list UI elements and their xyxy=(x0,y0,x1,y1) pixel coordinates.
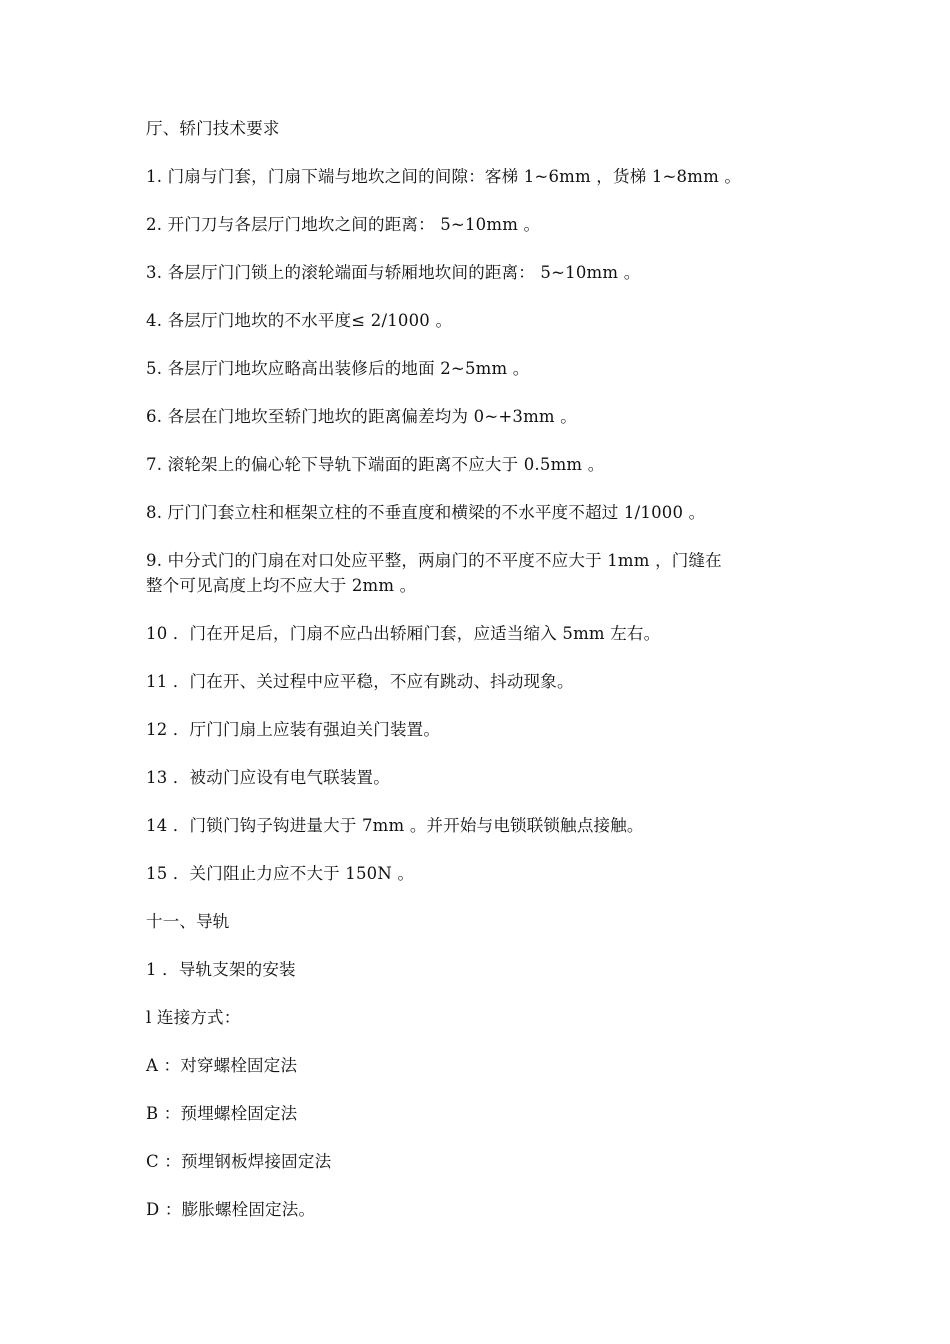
list-item-7: 7. 滚轮架上的偏心轮下导轨下端面的距离不应大于 0.5mm 。 xyxy=(146,455,605,474)
list-item-9-continued: 整个可见高度上均不应大于 2mm 。 xyxy=(146,576,417,595)
method-d: D ：膨胀螺栓固定法。 xyxy=(146,1200,316,1219)
subheading-bracket-installation: 1 ．导轨支架的安装 xyxy=(146,960,296,979)
list-item-3: 3. 各层厅门门锁上的滚轮端面与轿厢地坎间的距离： 5~10mm 。 xyxy=(146,263,641,282)
list-item-1: 1. 门扇与门套，门扇下端与地坎之间的间隙：客梯 1~6mm ，货梯 1~8mm 。 xyxy=(146,167,742,186)
list-item-8: 8. 厅门门套立柱和框架立柱的不垂直度和横梁的不水平度不超过 1/1000 。 xyxy=(146,503,706,522)
method-b: B ：预埋螺栓固定法 xyxy=(146,1104,298,1123)
list-item-13: 13 ．被动门应设有电气联装置。 xyxy=(146,768,390,787)
list-item-9: 9. 中分式门的门扇在对口处应平整，两扇门的不平度不应大于 1mm ，门缝在 xyxy=(146,551,722,570)
list-item-4: 4. 各层厅门地坎的不水平度≤ 2/1000 。 xyxy=(146,311,453,330)
method-c: C ：预埋钢板焊接固定法 xyxy=(146,1152,332,1171)
list-item-2: 2. 开门刀与各层厅门地坎之间的距离： 5~10mm 。 xyxy=(146,215,541,234)
list-item-14: 14 ．门锁门钩子钩进量大于 7mm 。并开始与电锁联锁触点接触。 xyxy=(146,816,644,835)
section-heading-guide-rail: 十一、导轨 xyxy=(146,912,230,931)
method-a: A ：对穿螺栓固定法 xyxy=(146,1056,298,1075)
list-item-5: 5. 各层厅门地坎应略高出装修后的地面 2~5mm 。 xyxy=(146,359,530,378)
list-item-15: 15 ．关门阻止力应不大于 150N 。 xyxy=(146,864,415,883)
list-item-12: 12 ．厅门门扇上应装有强迫关门装置。 xyxy=(146,720,441,739)
list-item-6: 6. 各层在门地坎至轿门地坎的距离偏差均为 0~+3mm 。 xyxy=(146,407,577,426)
connection-method-label: l 连接方式： xyxy=(146,1008,241,1027)
list-item-10: 10 ．门在开足后，门扇不应凸出轿厢门套，应适当缩入 5mm 左右。 xyxy=(146,624,661,643)
section-heading-door-requirements: 厅、轿门技术要求 xyxy=(146,119,280,138)
list-item-11: 11 ．门在开、关过程中应平稳，不应有跳动、抖动现象。 xyxy=(146,672,574,691)
